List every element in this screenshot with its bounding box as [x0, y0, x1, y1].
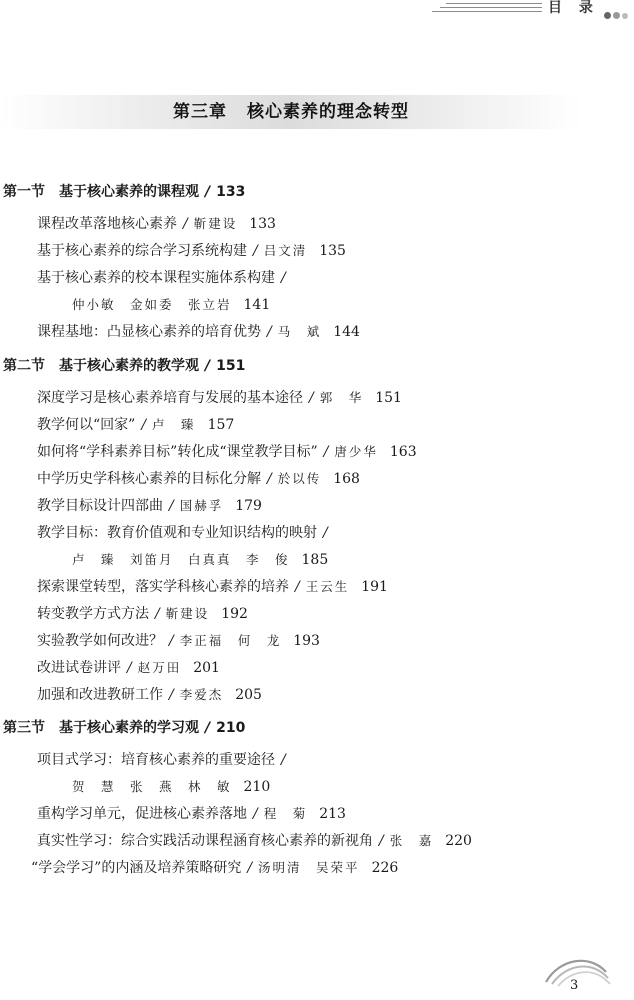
entry-authors: 王云生 — [305, 579, 350, 594]
section-title: 基于核心素养的课程观 — [59, 184, 199, 200]
entry-authors: 唐少华 — [334, 444, 378, 459]
section-page: 133 — [216, 184, 246, 200]
entry-authors: 靳建设 — [165, 606, 210, 621]
entry-page: 201 — [193, 660, 220, 676]
toc-entry[interactable]: 转变教学方式方法 / 靳建设 192 — [37, 606, 248, 622]
chapter-heading — [0, 95, 582, 129]
entry-page: 213 — [319, 806, 346, 822]
header-decoration-lines — [432, 0, 542, 16]
entry-title: 课程改革落地核心素养 — [37, 216, 177, 232]
section-page: 210 — [216, 720, 246, 736]
entry-title: 基于核心素养的综合学习系统构建 — [37, 243, 247, 259]
entry-page: 185 — [301, 552, 329, 568]
toc-entry-continuation[interactable] — [72, 550, 328, 570]
entry-page: 133 — [249, 216, 276, 232]
entry-title: 课程基地：凸显核心素养的培育优势 — [37, 324, 261, 340]
entry-page: 220 — [445, 833, 472, 849]
entry-authors: 贺 慧 张 燕 林 敏 — [72, 779, 232, 794]
entry-authors: 卢 臻 刘笛月 白真真 李 俊 — [72, 552, 290, 567]
section-page: 151 — [216, 358, 246, 374]
toc-entry[interactable]: 深度学习是核心素养培育与发展的基本途径 / 郭 华 151 — [37, 390, 402, 406]
entry-authors: 程 菊 — [263, 806, 308, 821]
entry-authors: 国赫孚 — [179, 498, 224, 513]
entry-page: 151 — [375, 390, 402, 406]
entry-page: 144 — [333, 324, 360, 340]
entry-title: 真实性学习：综合实践活动课程涵育核心素养的新视角 — [37, 833, 373, 849]
entry-page: 205 — [235, 687, 262, 703]
entry-title: 实验教学如何改进？ — [37, 633, 163, 649]
entry-page: 191 — [361, 579, 388, 595]
entry-authors: 吕文清 — [263, 243, 308, 258]
entry-authors: 李爱杰 — [179, 687, 224, 702]
toc-entry[interactable]: 真实性学习：综合实践活动课程涵育核心素养的新视角 / 张 嘉 220 — [37, 833, 472, 849]
toc-entry-continuation[interactable] — [72, 777, 270, 797]
section-label: 第一节 — [3, 184, 45, 200]
toc-entry[interactable]: 教学何以“回家” / 卢 臻 157 — [37, 417, 235, 433]
entry-title: 加强和改进教研工作 — [37, 687, 163, 703]
entry-authors: 张 嘉 — [389, 833, 434, 848]
entry-authors: 李正福 何 龙 — [179, 633, 282, 648]
entry-title: 基于核心素养的校本课程实施体系构建 — [37, 270, 275, 286]
toc-entry[interactable]: 教学目标设计四部曲 / 国赫孚 179 — [37, 498, 262, 514]
entry-title: 教学目标设计四部曲 — [37, 498, 163, 514]
entry-authors: 靳建设 — [193, 216, 238, 231]
page-number: 3 — [570, 978, 579, 993]
entry-page: 135 — [319, 243, 346, 259]
entry-title: “学会学习”的内涵及培养策略研究 — [31, 860, 242, 876]
section-label: 第三节 — [3, 720, 45, 736]
entry-title: 转变教学方式方法 — [37, 606, 149, 622]
entry-authors: 於以传 — [277, 471, 322, 486]
entry-authors: 汤明清 吴荣平 — [258, 860, 360, 875]
toc-entry[interactable]: 探索课堂转型，落实学科核心素养的培养 / 王云生 191 — [37, 579, 388, 595]
entry-page: 157 — [207, 417, 235, 433]
section-label: 第二节 — [3, 358, 45, 374]
section-title: 基于核心素养的教学观 — [59, 358, 199, 374]
entry-page: 168 — [333, 471, 360, 487]
chapter-label: 第三章 — [173, 102, 227, 122]
entry-page: 163 — [389, 444, 417, 460]
toc-entry[interactable]: 课程基地：凸显核心素养的培育优势 / 马 斌 144 — [37, 324, 360, 340]
entry-title: 中学历史学科核心素养的目标化分解 — [37, 471, 261, 487]
toc-entry[interactable]: 如何将“学科素养目标”转化成“课堂教学目标” / 唐少华 163 — [37, 444, 417, 460]
entry-title: 改进试卷讲评 — [37, 660, 121, 676]
entry-authors: 卢 臻 — [152, 417, 196, 432]
entry-page: 141 — [243, 297, 271, 313]
toc-entry[interactable]: 加强和改进教研工作 / 李爱杰 205 — [37, 687, 262, 703]
toc-entry[interactable]: 基于核心素养的校本课程实施体系构建 / — [37, 270, 286, 286]
entry-authors: 马 斌 — [277, 324, 322, 339]
section-heading[interactable]: 第一节 基于核心素养的课程观 / 133 — [3, 184, 246, 200]
toc-entry[interactable]: 中学历史学科核心素养的目标化分解 / 於以传 168 — [37, 471, 360, 487]
entry-title: 深度学习是核心素养培育与发展的基本途径 — [37, 390, 303, 406]
chapter-title: 核心素养的理念转型 — [247, 102, 409, 122]
header-dots-icon — [604, 4, 630, 23]
entry-title: 项目式学习：培育核心素养的重要途径 — [37, 752, 275, 768]
toc-entry[interactable]: “学会学习”的内涵及培养策略研究 / 汤明清 吴荣平 226 — [31, 860, 399, 876]
section-heading[interactable]: 第三节 基于核心素养的学习观 / 210 — [3, 720, 246, 736]
toc-entry[interactable]: 改进试卷讲评 / 赵万田 201 — [37, 660, 220, 676]
entry-page: 226 — [371, 860, 399, 876]
toc-entry[interactable]: 实验教学如何改进？ / 李正福 何 龙 193 — [37, 633, 320, 649]
running-header — [0, 0, 634, 16]
entry-page: 193 — [293, 633, 320, 649]
toc-entry[interactable]: 基于核心素养的综合学习系统构建 / 吕文清 135 — [37, 243, 346, 259]
entry-title: 探索课堂转型，落实学科核心素养的培养 — [37, 579, 289, 595]
entry-title: 教学目标：教育价值观和专业知识结构的映射 — [37, 525, 317, 541]
entry-page: 192 — [221, 606, 248, 622]
section-heading[interactable]: 第二节 基于核心素养的教学观 / 151 — [3, 358, 246, 374]
entry-page: 179 — [235, 498, 262, 514]
section-title: 基于核心素养的学习观 — [59, 720, 199, 736]
entry-page: 210 — [243, 779, 271, 795]
entry-title: 教学何以“回家” — [37, 417, 136, 433]
toc-entry[interactable]: 教学目标：教育价值观和专业知识结构的映射 / — [37, 525, 328, 541]
entry-authors: 仲小敏 金如委 张立岩 — [72, 297, 232, 312]
header-title: 目 录 — [548, 0, 599, 16]
toc-entry[interactable]: 课程改革落地核心素养 / 靳建设 133 — [37, 216, 276, 232]
entry-authors: 赵万田 — [137, 660, 182, 675]
entry-authors: 郭 华 — [319, 390, 364, 405]
entry-title: 如何将“学科素养目标”转化成“课堂教学目标” — [37, 444, 318, 460]
toc-entry[interactable]: 项目式学习：培育核心素养的重要途径 / — [37, 752, 286, 768]
toc-entry-continuation[interactable] — [72, 295, 270, 315]
entry-title: 重构学习单元，促进核心素养落地 — [37, 806, 247, 822]
toc-entry[interactable]: 重构学习单元，促进核心素养落地 / 程 菊 213 — [37, 806, 346, 822]
